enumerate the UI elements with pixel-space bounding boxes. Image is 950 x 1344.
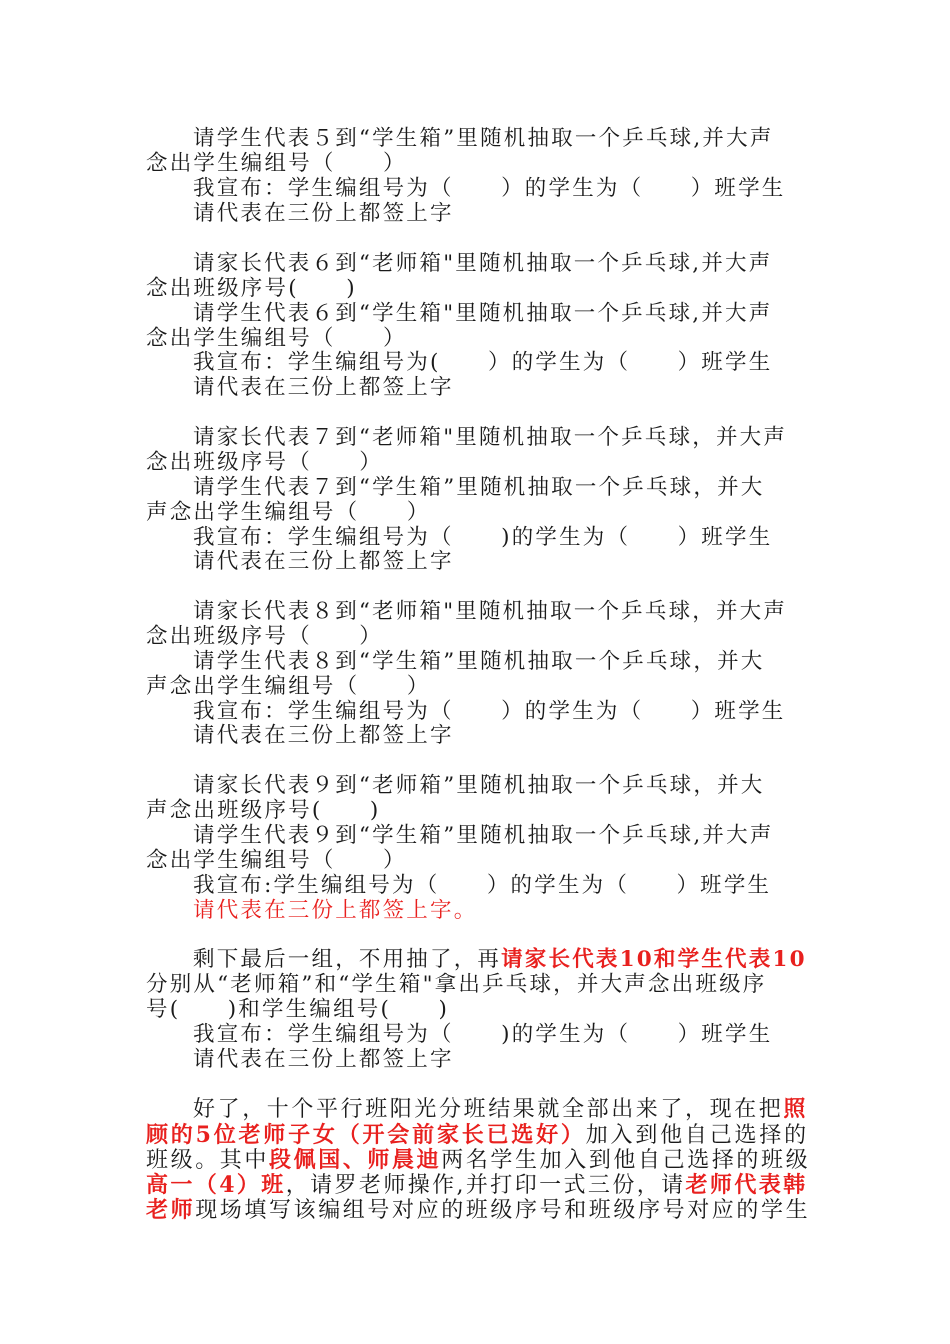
text-line: 请学生代表７到“学生箱”里随机抽取一个乒乓球，并大 [193,475,765,500]
highlight-span: 老师 [146,1197,196,1223]
text-line: 分别从“老师箱”和“学生箱"拿出乒乓球，并大声念出班级序 [146,972,767,997]
text-span: 班级。其中 [146,1148,270,1173]
text-line [146,1198,810,1223]
highlighted-line: 请代表在三份上都签上字。 [193,898,478,923]
text-line: 念出班级序号（ ） [146,450,384,475]
text-line: 请家长代表９到“老师箱”里随机抽取一个乒乓球，并大 [193,773,765,798]
text-line: 念出学生编组号（ ） [146,151,407,176]
highlight-span: 照 [783,1096,809,1122]
text-span: 两名学生加入到他自己选择的班级 [441,1148,811,1173]
text-line: 念出学生编组号（ ） [146,326,407,351]
text-line: 请学生代表６到“学生箱"里随机抽取一个乒乓球,并大声 [193,301,773,326]
text-line: 请家长代表７到“老师箱"里随机抽取一个乒乓球，并大声 [193,425,788,450]
text-line: 请代表在三份上都签上字 [193,375,454,400]
text-line: 请代表在三份上都签上字 [193,1047,454,1072]
text-line: 请家长代表８到“老师箱"里随机抽取一个乒乓球，并大声 [193,599,788,624]
text-line: 念出班级序号( ) [146,276,357,301]
text-line: 我宣布：学生编组号为（ )的学生为（ ）班学生 [193,525,773,550]
highlight-span: 段佩国、师晨迪 [269,1147,442,1173]
text-span: 加入到他自己选择的 [585,1123,809,1148]
text-line: 我宣布：学生编组号为( ）的学生为（ ）班学生 [193,350,773,375]
text-line: 号( )和学生编组号( ) [146,997,450,1022]
highlight-span: 高一（4）班 [146,1172,286,1198]
text-line: 请学生代表８到“学生箱”里随机抽取一个乒乓球，并大 [193,649,765,674]
text-line: 念出班级序号（ ） [146,624,384,649]
text-line [146,1123,809,1148]
text-line: 请代表在三份上都签上字 [193,201,454,226]
highlight-span: 老师代表韩 [685,1172,808,1198]
text-span: ，请罗老师操作,并打印一式三份，请 [285,1173,686,1198]
text-line: 声念出学生编组号（ ） [146,674,431,699]
text-span: 现场填写该编组号对应的班级序号和班级序号对应的学生 [195,1198,811,1223]
text-line: 念出学生编组号（ ） [146,848,407,873]
text-line [146,1173,808,1198]
text-line [146,1148,810,1173]
text-line [193,1097,808,1122]
text-line: 请家长代表６到“老师箱"里随机抽取一个乒乓球,并大声 [193,251,773,276]
text-line: 我宣布：学生编组号为（ ）的学生为（ ）班学生 [193,176,786,201]
text-line: 请学生代表５到“学生箱”里随机抽取一个乒乓球,并大声 [193,126,774,151]
text-line: 声念出学生编组号（ ） [146,500,431,525]
text-span: 好了，十个平行班阳光分班结果就全部出来了，现在把 [193,1097,784,1122]
text-line: 我宣布：学生编组号为（ ）的学生为（ ）班学生 [193,699,786,724]
text-line: 声念出班级序号( ) [146,798,381,823]
text-line: 我宣布：学生编组号为（ )的学生为（ ）班学生 [193,1022,773,1047]
text-line: 我宣布:学生编组号为（ ）的学生为（ ）班学生 [193,873,772,898]
text-line: 请代表在三份上都签上字 [193,723,454,748]
highlight-span: 请家长代表10和学生代表10 [501,947,807,972]
text-line [193,947,807,972]
text-line: 请代表在三份上都签上字 [193,549,454,574]
text-span: 剩下最后一组，不用抽了，再 [193,947,502,972]
text-line: 请学生代表９到“学生箱”里随机抽取一个乒乓球,并大声 [193,823,774,848]
highlight-span: 顾的5位老师子女（开会前家长已选好） [146,1122,586,1148]
